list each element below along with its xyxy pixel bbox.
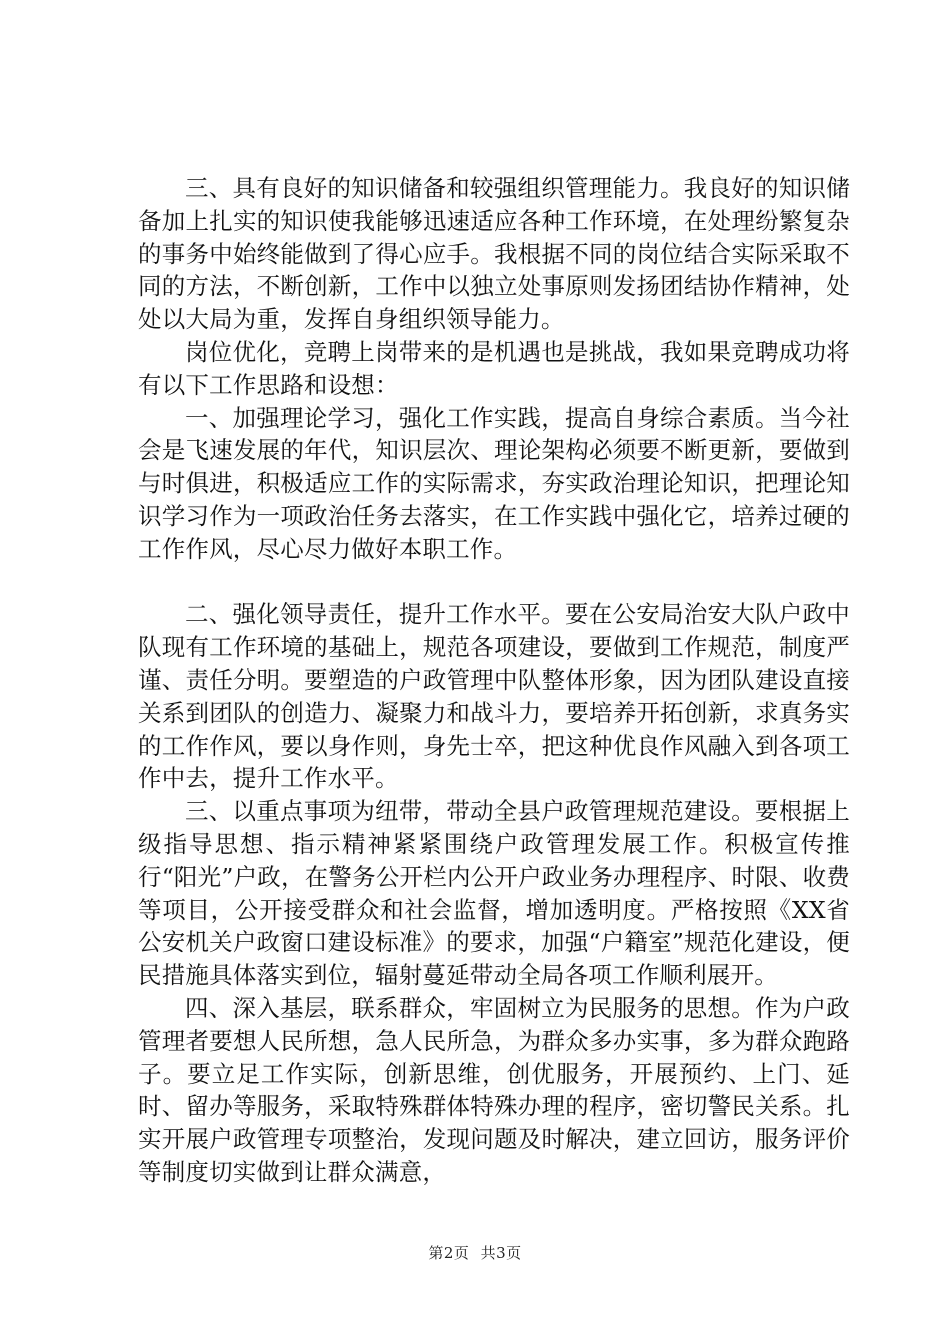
page-number: 第2页 <box>428 1244 470 1262</box>
document-body <box>138 172 850 1189</box>
paragraph-grassroots: 四、深入基层，联系群众，牢固树立为民服务的思想。作为户政管理者要想人民所想，急人民所急，为群众多办实事，多为群众跑路子。要立足工作实际，创新思维，创优服务，开展预约、上门、延时、留办等服务，采取特殊群体特殊办理的程序，密切警民关系。扎实开展户政管理专项整治，发现问题及时解决，建立回访，服务评价等制度切实做到让群众满意， <box>138 993 850 1186</box>
page-footer <box>0 1242 950 1263</box>
paragraph-theory-study: 一、加强理论学习，强化工作实践，提高自身综合素质。当今社会是飞速发展的年代，知识层次、理论架构必须要不断更新，要做到与时俱进，积极适应工作的实际需求，夯实政治理论知识，把理论知识学习作为一项政治任务去落实，在工作实践中强化它，培养过硬的工作作风，尽心尽力做好本职工作。 <box>138 403 850 563</box>
paragraph-intro-ideas: 岗位优化，竞聘上岗带来的是机遇也是挑战，我如果竞聘成功将有以下工作思路和设想： <box>138 337 850 399</box>
page-total: 共3页 <box>480 1244 522 1262</box>
paragraph-ability: 三、具有良好的知识储备和较强组织管理能力。我良好的知识储备加上扎实的知识使我能够迅速适应各种工作环境，在处理纷繁复杂的事务中始终能做到了得心应手。我根据不同的岗位结合实际采取不同的方法，不断创新，工作中以独立处事原则发扬团结协作精神，处处以大局为重，发挥自身组织领导能力。 <box>138 174 850 334</box>
paragraph-key-matters: 三、以重点事项为纽带，带动全县户政管理规范建设。要根据上级指导思想、指示精神紧紧围绕户政管理发展工作。积极宣传推行“阳光”户政，在警务公开栏内公开户政业务办理程序、时限、收费等项目，公开接受群众和社会监督，增加透明度。严格按照《XX省公安机关户政窗口建设标准》的要求，加强“户籍室”规范化建设，便民措施具体落实到位，辐射蔓延带动全局各项工作顺利展开。 <box>138 797 850 990</box>
paragraph-leadership: 二、强化领导责任，提升工作水平。要在公安局治安大队户政中队现有工作环境的基础上，规范各项建设，要做到工作规范，制度严谨、责任分明。要塑造的户政管理中队整体形象，因为团队建设直接关系到团队的创造力、凝聚力和战斗力，要培养开拓创新，求真务实的工作作风，要以身作则，身先士卒，把这种优良作风融入到各项工作中去，提升工作水平。 <box>138 600 850 793</box>
